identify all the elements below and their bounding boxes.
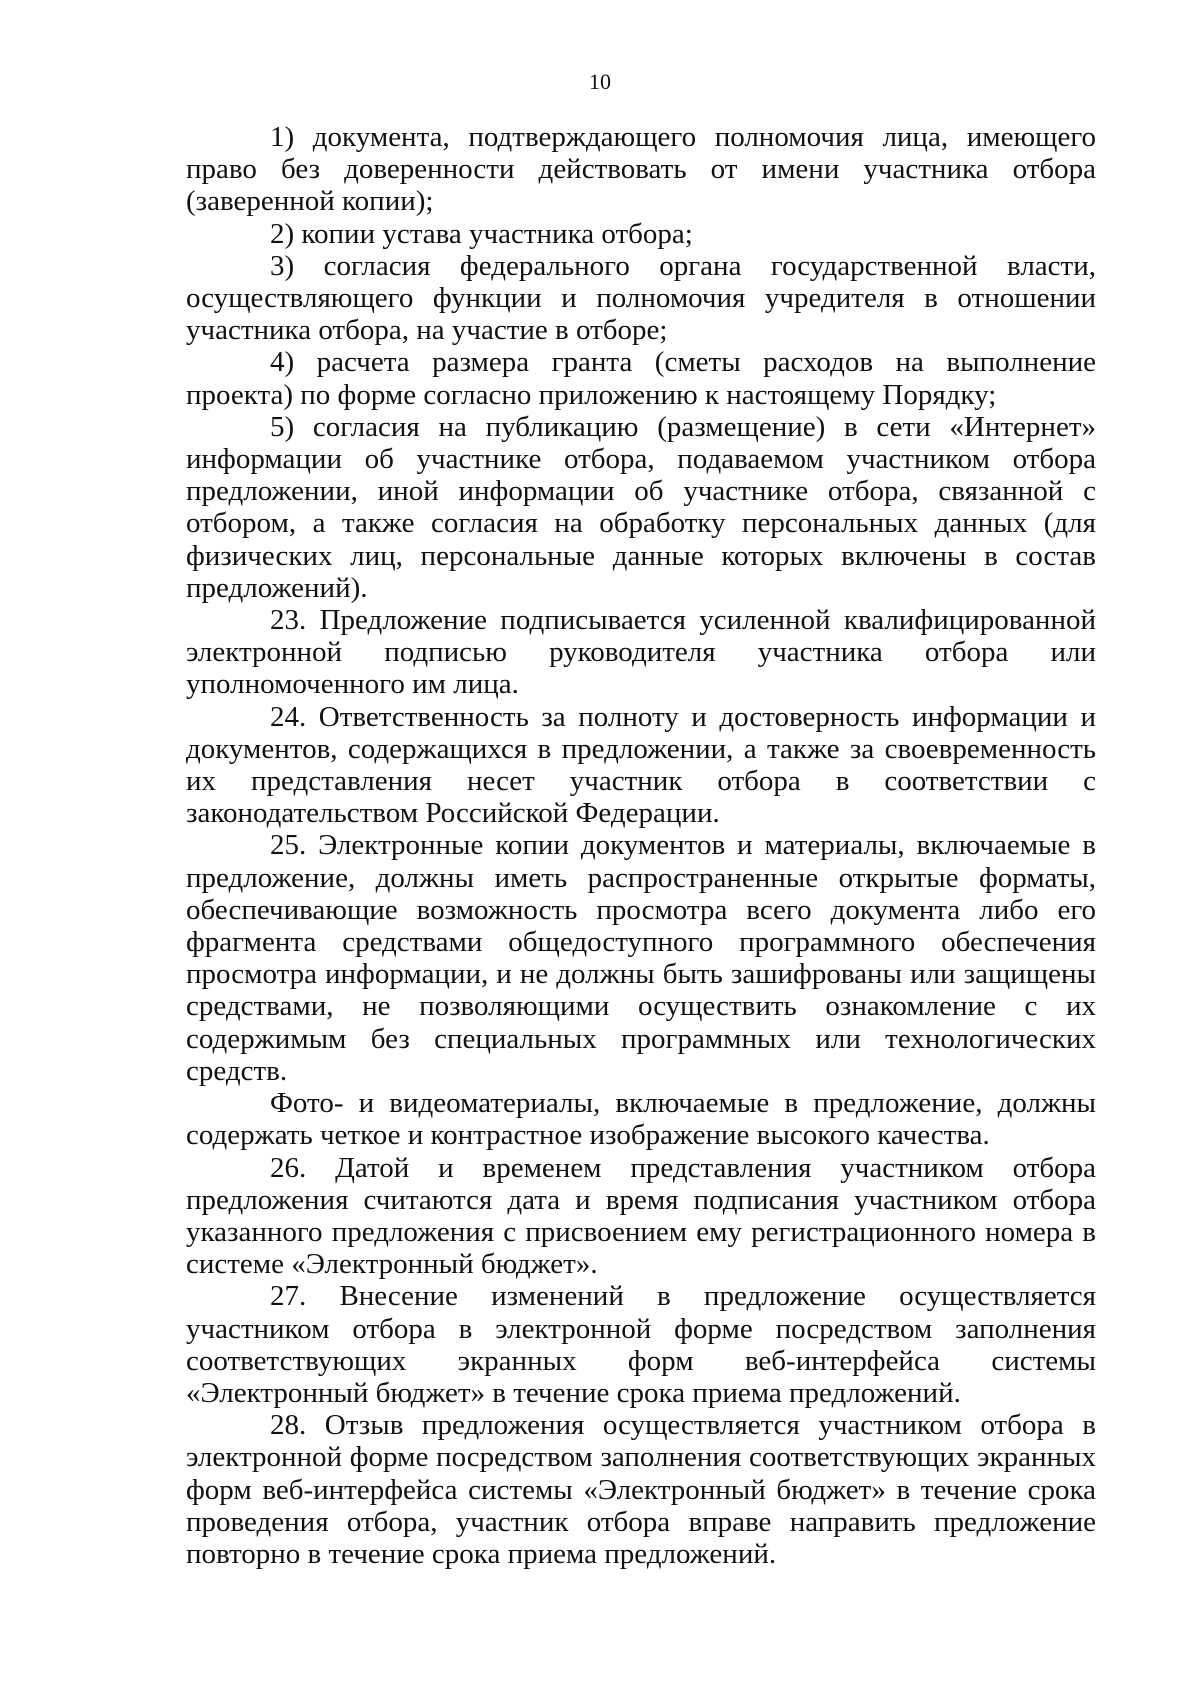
paragraph-item-3: 3) согласия федерального органа государственной власти, осуществляющего функции и полномочия учредителя в отношении участника отбора, на участие в отборе; [186, 249, 1096, 347]
paragraph-item-4: 4) расчета размера гранта (сметы расходов на выполнение проекта) по форме согласно приложению к настоящему Порядку; [186, 346, 1096, 411]
paragraph-27: 27. Внесение изменений в предложение осуществляется участником отбора в электронной форме посредством заполнения соответствующих экранных форм веб-интерфейса системы «Электронный бюджет» в течение срока приема предложений. [186, 1280, 1096, 1409]
paragraph-25-continued: Фото- и видеоматериалы, включаемые в предложение, должны содержать четкое и контрастное изображение высокого качества. [186, 1087, 1096, 1152]
paragraph-item-1: 1) документа, подтверждающего полномочия лица, имеющего право без доверенности действовать от имени участника отбора (заверенной копии); [186, 121, 1096, 218]
page-number: 10 [589, 69, 611, 94]
paragraph-25: 25. Электронные копии документов и материалы, включаемые в предложение, должны иметь распространенные открытые форматы, обеспечивающие возможность просмотра всего документа либо его фрагмента средствами общедоступного программного обеспечения просмотра информации, и не должны быть зашифрованы или защищены средствами, не позволяющими осуществить ознакомление с их содержимым без специальных программных или технологических средств. [186, 829, 1096, 1087]
paragraph-item-5: 5) согласия на публикацию (размещение) в сети «Интернет» информации об участнике отбора, подаваемом участником отбора предложении, иной информации об участнике отбора, связанной с отбором, а также согласия на обработку персональных данных (для физических лиц, персональные данные которых включены в состав предложений). [186, 410, 1096, 604]
paragraph-26: 26. Датой и временем представления участником отбора предложения считаются дата и время подписания участником отбора указанного предложения с присвоением ему регистрационного номера в системе «Электронный бюджет». [186, 1151, 1096, 1281]
paragraph-item-2: 2) копии устава участника отбора; [270, 217, 693, 250]
paragraph-23: 23. Предложение подписывается усиленной квалифицированной электронной подписью руководителя участника отбора или уполномоченного им лица. [186, 604, 1096, 701]
document-body [186, 121, 1096, 1570]
paragraph-24: 24. Ответственность за полноту и достоверность информации и документов, содержащихся в предложении, а также за своевременность их представления несет участник отбора в соответствии с законодательством Российской Федерации. [186, 700, 1096, 830]
paragraph-28: 28. Отзыв предложения осуществляется участником отбора в электронной форме посредством заполнения соответствующих экранных форм веб-интерфейса системы «Электронный бюджет» в течение срока проведения отбора, участник отбора вправе направить предложение повторно в течение срока приема предложений. [186, 1409, 1096, 1570]
